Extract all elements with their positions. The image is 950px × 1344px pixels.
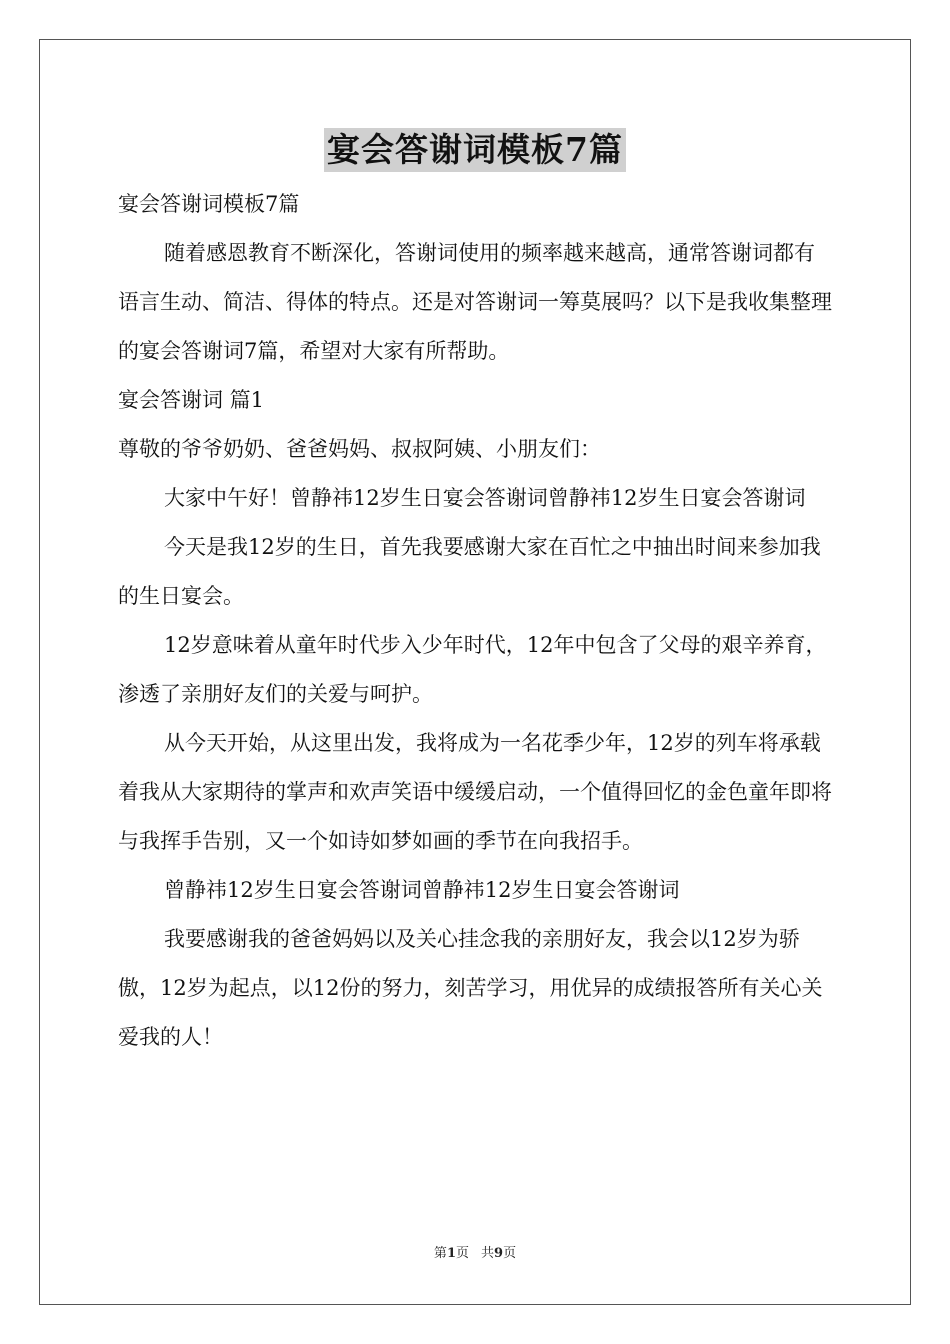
paragraph: 12岁意味着从童年时代步入少年时代，12年中包含了父母的艰辛养育，渗透了亲朋好友们的关爱与呵护。 — [118, 633, 827, 706]
paragraph: 曾静祎12岁生日宴会答谢词曾静祎12岁生日宴会答谢词 — [164, 878, 680, 902]
total-prefix: 共 — [481, 1246, 495, 1261]
page-number: 1 — [446, 1246, 456, 1261]
paragraph: 随着感恩教育不断深化，答谢词使用的频率越来越高，通常答谢词都有语言生动、简洁、得体的特点。还是对答谢词一筹莫展吗？以下是我收集整理的宴会答谢词7篇，希望对大家有所帮助。 — [118, 241, 832, 363]
document-body — [118, 180, 834, 1062]
paragraph: 大家中午好！曾静祎12岁生日宴会答谢词曾静祎12岁生日宴会答谢词 — [164, 486, 806, 510]
page-prefix: 第 — [433, 1246, 447, 1261]
total-suffix: 页 — [503, 1246, 517, 1261]
page-footer — [0, 1245, 950, 1263]
paragraph: 宴会答谢词 篇1 — [118, 388, 265, 412]
document-title: 宴会答谢词模板7篇 — [324, 128, 626, 172]
paragraph: 今天是我12岁的生日，首先我要感谢大家在百忙之中抽出时间来参加我的生日宴会。 — [118, 535, 821, 608]
page-suffix: 页 — [455, 1246, 469, 1261]
page-total: 9 — [494, 1246, 504, 1261]
paragraph: 从今天开始，从这里出发，我将成为一名花季少年，12岁的列车将承载着我从大家期待的掌声和欢声笑语中缓缓启动，一个值得回忆的金色童年即将与我挥手告别，又一个如诗如梦如画的季节在向我招手。 — [118, 731, 832, 853]
paragraph: 尊敬的爷爷奶奶、爸爸妈妈、叔叔阿姨、小朋友们： — [118, 437, 601, 461]
title-container — [0, 128, 950, 172]
paragraph: 我要感谢我的爸爸妈妈以及关心挂念我的亲朋好友，我会以12岁为骄傲，12岁为起点，以12份的努力，刻苦学习，用优异的成绩报答所有关心关爱我的人！ — [118, 927, 823, 1049]
paragraph: 宴会答谢词模板7篇 — [118, 192, 300, 216]
